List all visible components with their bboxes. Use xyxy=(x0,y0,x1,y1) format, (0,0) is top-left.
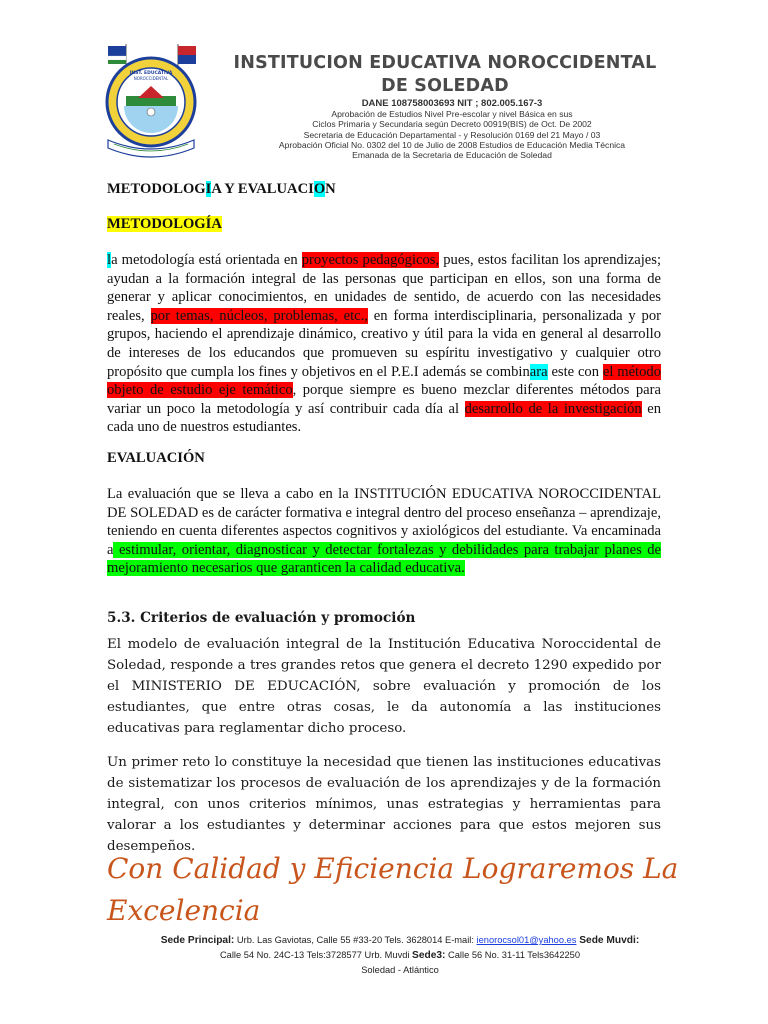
doc-title xyxy=(107,180,661,199)
dane-nit: DANE 108758003693 NIT ; 802.005.167-3 xyxy=(361,98,543,109)
info-line: Aprobación Oficial No. 0302 del 10 de Julio de 2008 Estudios de Educación Media Técnica xyxy=(278,139,626,150)
info-line: Secretaria de Educación Departamental - y Resolución 0169 del 21 Mayo / 03 xyxy=(303,129,601,140)
slogan-line1: Con Calidad y Eficiencia Lograremos La xyxy=(107,852,679,885)
p1-seg-highlight: ara xyxy=(529,363,548,380)
footer-line3: Soledad - Atlántico xyxy=(361,965,439,975)
svg-text:INST. EDUCATIVA: INST. EDUCATIVA xyxy=(129,71,173,76)
slogan-line2: Excelencia xyxy=(107,894,261,927)
p1-seg-highlight: por temas, núcleos, problemas, etc., xyxy=(150,307,368,324)
p2-seg: La evaluación que se lleva a cabo en la INSTITUCIÓN EDUCATIVA NOROCCIDENTAL DE SOLEDAD es de carácter formativa e integral dentro del proceso enseñanza – aprendizaje, teniendo en cuenta diferentes aspectos cognitivos y axiológicos del estudiante. Va encaminada a xyxy=(107,486,661,558)
email-link[interactable]: ienorocsol01@yahoo.es xyxy=(476,935,577,945)
criterios-paragraph-1: El modelo de evaluación integral de la Institución Educativa Noroccidental de Soledad, responde a tres grandes retos que genera el decreto 1290 expedido por el MINISTERIO DE EDUCACIÓN, sobre evaluación y promoción de los estudiantes, que entre otras cosas, le da autonomía a las instituciones educativas para reglamentar dicho proceso. xyxy=(107,637,661,736)
institution-info xyxy=(232,99,672,160)
sede-principal-label: Sede Principal: xyxy=(160,935,235,946)
title-part-highlight: O xyxy=(313,181,326,197)
metodologia-paragraph xyxy=(107,251,661,437)
p1-seg-highlight: proyectos pedagógicos, xyxy=(301,252,440,268)
p1-seg: este con xyxy=(547,363,603,380)
info-line: Aprobación de Estudios Nivel Pre-escolar y nivel Básica en sus xyxy=(331,109,573,120)
sede-muvdi-address: Calle 54 No. 24C-13 Tels:3728577 Urb. Muvdi xyxy=(219,950,413,960)
sede-principal-address: Urb. Las Gaviotas, Calle 55 #33-20 Tels. 3628014 E-mail: xyxy=(234,935,477,945)
p1-seg-highlight: el método objeto de estudio eje temático xyxy=(107,363,661,399)
p2-seg-highlight: estimular, orientar, diagnosticar y detectar fortalezas y debilidades para trabajar planes de mejoramiento necesarios que garanticen la calidad educativa. xyxy=(107,541,661,577)
footer-line2 xyxy=(120,948,680,963)
info-line: Emanada de la Secretaria de Educación de Soledad xyxy=(352,150,552,161)
title-part: N xyxy=(325,181,336,197)
dove-icon xyxy=(147,108,155,116)
p1-seg: pues, estos facilitan los aprendizajes; ayudan a la formación integral de las personas que participan en ellos, son una forma de generar y aplicar conocimientos, en unidades de sentido, de acuerdo con las necesidades reales, xyxy=(107,252,661,324)
title-part-highlight: I xyxy=(205,181,212,197)
info-line: Ciclos Primaria y Secundaria según Decreto 00919(BIS) de Oct. De 2002 xyxy=(312,119,592,130)
metodologia-heading xyxy=(107,215,661,234)
institution-name-line2: DE SOLEDAD xyxy=(381,76,509,96)
institution-name-line1: INSTITUCION EDUCATIVA NOROCCIDENTAL xyxy=(233,53,657,73)
flag-right xyxy=(178,46,196,55)
section-heading: 5.3. Criterios de evaluación y promoción xyxy=(107,610,416,626)
sede-muvdi-label: Sede Muvdi: xyxy=(576,935,640,946)
sede3-label: Sede3: xyxy=(412,950,446,961)
footer-line1 xyxy=(120,933,680,948)
sede3-address: Calle 56 No. 31-11 Tels3642250 xyxy=(445,950,581,960)
p1-seg: en forma interdisciplinaria, personalizada y por grupos, haciendo el aprendizaje dinámico, creativo y útil para la vida en general al desarrollo de intereses de los educandos que promueven su espíritu investigativo y cualquier otro propósito que cumpla los fines y objetivos en el P.E.I además se combin xyxy=(107,307,661,380)
title-part: METODOLOG xyxy=(107,181,206,197)
p1-seg: a metodología está orientada en xyxy=(111,252,302,268)
criterios-paragraph-2: Un primer reto lo constituye la necesidad que tienen las instituciones educativas de sistematizar los procesos de evaluación de los aprendizajes y de la formación integral, con unos criterios mínimos, unas estrategias y herramientas para valorar a los estudiantes y determinar acciones para que estos mejoren sus desempeños. xyxy=(107,755,661,854)
p1-seg: en cada uno de nuestros estudiantes. xyxy=(107,400,661,436)
institution-name xyxy=(230,52,660,98)
institution-logo xyxy=(96,40,206,160)
metodologia-heading-text: METODOLOGÍA xyxy=(107,216,222,232)
p1-seg: l xyxy=(107,252,112,268)
footer xyxy=(120,933,680,978)
slogan xyxy=(107,848,697,932)
p1-seg-highlight: desarrollo de la investigación xyxy=(464,400,642,417)
evaluacion-paragraph xyxy=(107,485,661,578)
evaluacion-heading: EVALUACIÓN xyxy=(107,450,205,466)
p1-seg: , porque siempre es bueno mezclar diferentes métodos para variar un poco la metodología y así contribuir cada día al xyxy=(107,382,661,417)
title-part: A Y EVALUACI xyxy=(211,181,314,197)
svg-text:NOROCCIDENTAL: NOROCCIDENTAL xyxy=(133,76,169,81)
flag-left xyxy=(108,46,126,56)
